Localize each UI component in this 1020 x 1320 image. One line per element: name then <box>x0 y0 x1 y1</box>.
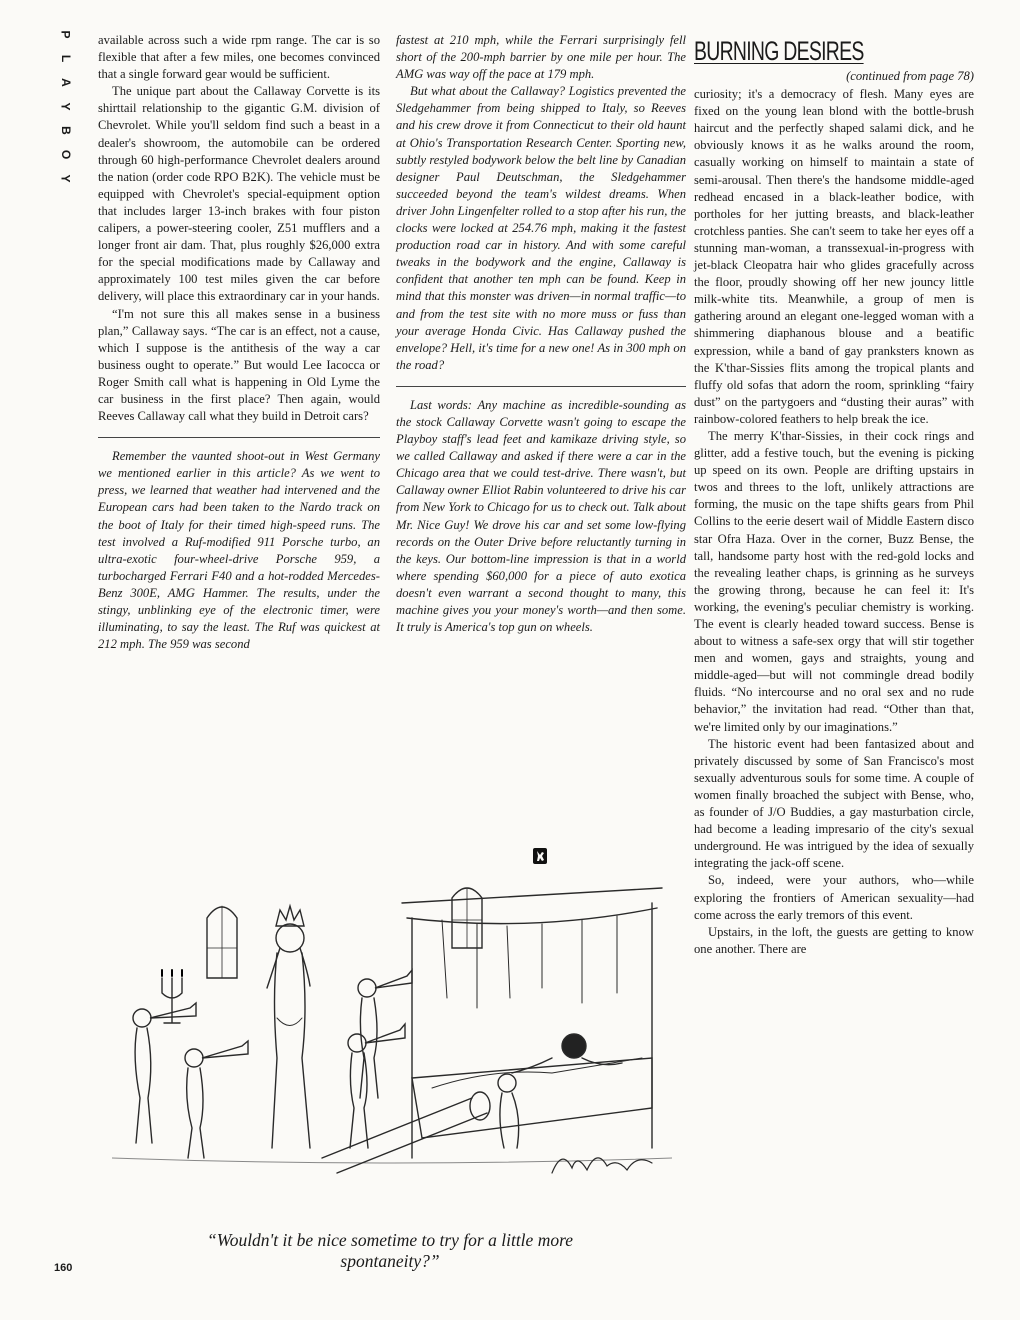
continued-from-note: (continued from page 78) <box>846 69 974 83</box>
cartoon-illustration <box>112 858 672 1198</box>
sidebar-letter: P <box>58 30 73 40</box>
paragraph: But what about the Callaway? Logistics prevented the Sledgehammer from being shipped to Italy, so Reeves and his crew drove it from Connecticut to their old haunt at Ohio's Transportation Research Center. Sporting new, subtly restyled bodywork below the belt line by Canadian designer Paul Deutschman, the Sledgehammer succeeded beyond the team's wildest dreams. When driver John Lingenfelter rolled to a stop after his run, the clocks were locked at 254.76 mph, making it the fastest production road car in history. And with some careful tweaks in the bodywork and the engine, Callaway is confident that another ten mph can be found. Keep in mind that this monster was driven—in normal traffic—to and from the test site with no more muss or fuss than your average Honda Civic. Has Callaway pushed the envelope? Hell, it's time for a new one! As in 300 mph on the road? <box>396 84 686 372</box>
sidebar-paragraph: Remember the vaunted shoot-out in West Germany we mentioned earlier in this article? As we went to press, we learned that weather had intervened and the European cars had been taken to the Nardo track on the boot of Italy for their timed high-speed runs. The test involved a Ruf-modified 911 Porsche turbo, an ultra-exotic four-wheel-drive Porsche 959, a turbocharged Ferrari F40 and a hot-rodded Mercedes-Benz 300E, AMG Hammer. The results, under the stingy, unblinking eye of the electronic timer, were illuminating, to say the least. The Ruf was quickest at 212 mph. The 959 was second <box>98 449 380 652</box>
sidebar-paragraph: Last words: Any machine as incredible-sounding as the stock Callaway Corvette wasn't going to escape the Playboy staff's lead feet and kamikaze driving style, so we called Callaway and asked if there were a car in the Chicago area that we could test-drive. There wasn't, but Callaway owner Elliot Rabin volunteered to drive his car from New York to Chicago for us to check out. Talk about Mr. Nice Guy! We drove his car and set some low-flying records on the Outer Drive before reluctantly turning in the keys. Our bottom-line impression is that in a world where spending $60,000 for a piece of auto exotica doesn't even warrant a second thought to many, this machine gives you your money's worth—and then some. It truly is America's top gun on wheels. <box>396 397 686 635</box>
paragraph: curiosity; it's a democracy of flesh. Many eyes are fixed on the young lean blond with the bottle-brush haircut and the perfectly shaped salami dick, and he obviously knows it as he walks around the room, casually working on himself to maintain a state of semi-arousal. Then there's the handsome middle-aged redhead encased in a black-leather bodice, with portholes for her jutting breasts, and black-leather crotchless panties. She can't seem to take her eyes off a stunning man-woman, a transsexual-in-progress with jet-black Cleopatra hair who glides gracefully across the floor, proudly showing off her new jouncy little milk-white tits. Meanwhile, a group of men is gathering around an elegant one-legged woman with a shimmering diaphanous blouse and a beatific expression, while a band of gay pranksters known as the K'thar-Sissies flits among the tropical plants and fluffy old sofas that adorn the room, sprinkling “fairy dust” on the partygoers and “dusting their auras” with rainbow-colored feathers to help break the ice. <box>694 87 974 426</box>
paragraph: The unique part about the Callaway Corvette is its shirttail relationship to the gigantic G.M. division of Chevrolet. While you'll seldom find such a beast in a dealer's showroom, the automobile can be ordered through 60 high-performance Chevrolet dealers around the nation (order code RPO B2K). The vehicle must be equipped with Chevrolet's special-equipment option that includes larger 13-inch brakes with four piston calipers, a power-steering cooler, Z51 mufflers and a longer front air dam. That, plus roughly $26,000 extra for the special modifications made by Callaway and approximately 100 test miles given the car before delivery, will place this extraordinary car in your hands. <box>98 84 380 304</box>
article-column-3 <box>694 32 974 958</box>
last-words-sidebar <box>396 386 686 636</box>
sidebar-letter: O <box>59 149 73 161</box>
magazine-name-vertical <box>58 28 74 186</box>
cartoon-caption: “Wouldn't it be nice sometime to try for a little more spontaneity?” <box>206 1230 574 1271</box>
article-headline: BURNING DESIRES <box>694 36 864 66</box>
paragraph: So, indeed, were your authors, who—while exploring the frontiers of American sexuality—had come across the early tremors of this event. <box>694 873 974 922</box>
paragraph: The merry K'thar-Sissies, in their cock rings and glitter, add a festive touch, but the evening is picking up speed on its own. People are drifting upstairs in twos and threes to the loft, unlikely attractions are forming, the music on the tape shifts gears from Phil Collins to the eerie desert wail of Middle Eastern disco star Ofra Haza. Over in the corner, Buzz Bense, the tall, handsome party host with the red-gold locks and the revealing leather chaps, is grinning as he surveys the growing throng, because he can feel it: It's working, the evening's peculiar chemistry is working. The event is clearly headed toward success. Bense is about to witness a safe-sex orgy that will stir together men and women, gays and straights, young and middle-aged—but will not commingle dread bodily fluids. “No intercourse and no oral sex and no rude behavior,” the invitation had read. “Other than that, we're limited only by our imaginations.” <box>694 428 974 734</box>
sidebar-letter: A <box>58 78 73 88</box>
sidebar-letter: B <box>58 126 73 136</box>
paragraph: fastest at 210 mph, while the Ferrari surprisingly fell short of the 200-mph barrier by one mile per hour. The AMG was way off the pace at 179 mph. <box>396 33 686 82</box>
article-column-2 <box>396 32 686 636</box>
paragraph: The historic event had been fantasized about and privately discussed by some of San Francisco's most sexually adventurous souls for some time. A couple of women finally broached the subject with Bense, who, as founder of J/O Buddies, a gay masturbation circle, had become a leading impresario of the city's sexual underground. He was intrigued by the idea of sexually integrating the jack-off scene. <box>694 736 974 871</box>
sidebar-letter: L <box>59 54 73 64</box>
paragraph: available across such a wide rpm range. The car is so flexible that after a few miles, one becomes convinced that a single forward gear would be sufficient. <box>98 33 380 82</box>
sidebar-letter: Y <box>58 102 73 112</box>
paragraph: Upstairs, in the loft, the guests are getting to know one another. There are <box>694 924 974 956</box>
sidebar-letter: Y <box>58 174 73 184</box>
page-number: 160 <box>54 1262 73 1274</box>
paragraph: “I'm not sure this all makes sense in a business plan,” Callaway says. “The car is an effect, not a cause, which I suppose is the antithesis of the way a car business ought to operate.” But would Lee Iacocca or Roger Smith call what is happening in Old Lyme the car business in the first place? Then again, would Reeves Callaway call what they build in Detroit cars? <box>98 306 380 424</box>
update-sidebar <box>98 437 380 653</box>
article-column-1 <box>98 32 380 653</box>
